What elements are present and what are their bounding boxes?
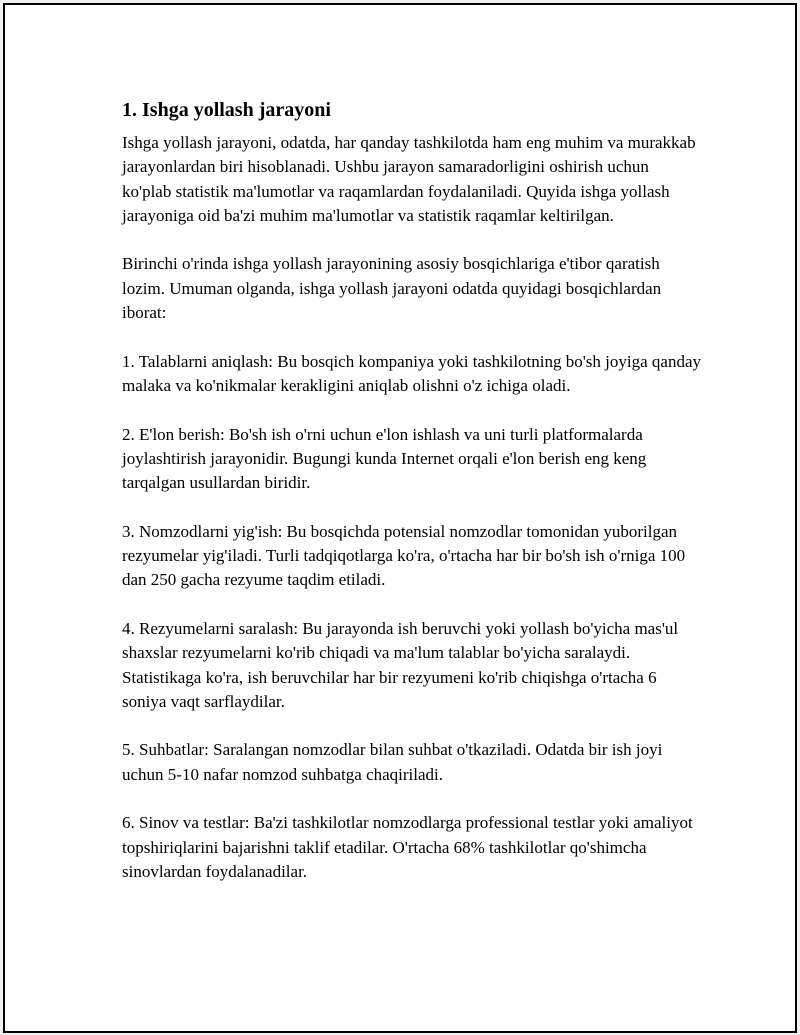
stage-3-paragraph: 3. Nomzodlarni yig'ish: Bu bosqichda potensial nomzodlar tomonidan yuborilgan rezyumelar yig'iladi. Turli tadqiqotlarga ko'ra, o'rtacha har bir bo'sh ish o'rniga 100 dan 250 gacha rezyume taqdim etiladi.: [122, 521, 686, 590]
stage-5-paragraph: 5. Suhbatlar: Saralangan nomzodlar bilan suhbat o'tkaziladi. Odatda bir ish joyi uchun 5-10 nafar nomzod suhbatga chaqiriladi.: [122, 740, 663, 784]
stage-4-paragraph: 4. Rezyumelarni saralash: Bu jarayonda ish beruvchi yoki yollash bo'yicha mas'ul shaxslar rezyumelarni ko'rib chiqadi va ma'lum talablar bo'yicha saralaydi. Statistikaga ko'ra, ish beruvchilar har bir rezyumeni ko'rib chiqishga o'rtacha 6 soniya vaqt sarflaydilar.: [122, 618, 679, 711]
intro-paragraph: Ishga yollash jarayoni, odatda, har qanday tashkilotda ham eng muhim va murakkab jarayonlardan biri hisoblanadi. Ushbu jarayon samaradorligini oshirish uchun ko'plab statistik ma'lumotlar va raqamlardan foydalaniladi. Quyida ishga yollash jarayoniga oid ba'zi muhim ma'lumotlar va statistik raqamlar keltirilgan.: [122, 133, 696, 225]
section-heading: 1. Ishga yollash jarayoni: [122, 99, 331, 121]
document-body: [122, 97, 702, 909]
stage-1-paragraph: 1. Talablarni aniqlash: Bu bosqich kompaniya yoki tashkilotning bo'sh joyiga qanday malaka va ko'nikmalar kerakligini aniqlab olishni o'z ichiga oladi.: [122, 351, 702, 395]
stage-2-paragraph: 2. E'lon berish: Bo'sh ish o'rni uchun e'lon ishlash va uni turli platformalarda joylashtirish jarayonidir. Bugungi kunda Internet orqali e'lon berish eng keng tarqalgan usullardan biridir.: [122, 424, 647, 493]
stage-6-paragraph: 6. Sinov va testlar: Ba'zi tashkilotlar nomzodlarga professional testlar yoki amaliyot topshiriqlarini bajarishni taklif etadilar. O'rtacha 68% tashkilotlar qo'shimcha sinovlardan foydalanadilar.: [122, 813, 693, 881]
stages-intro-paragraph: Birinchi o'rinda ishga yollash jarayonining asosiy bosqichlariga e'tibor qaratish lozim. Umuman olganda, ishga yollash jarayoni odatda quyidagi bosqichlardan iborat:: [122, 254, 662, 323]
document-page: [3, 3, 797, 1033]
